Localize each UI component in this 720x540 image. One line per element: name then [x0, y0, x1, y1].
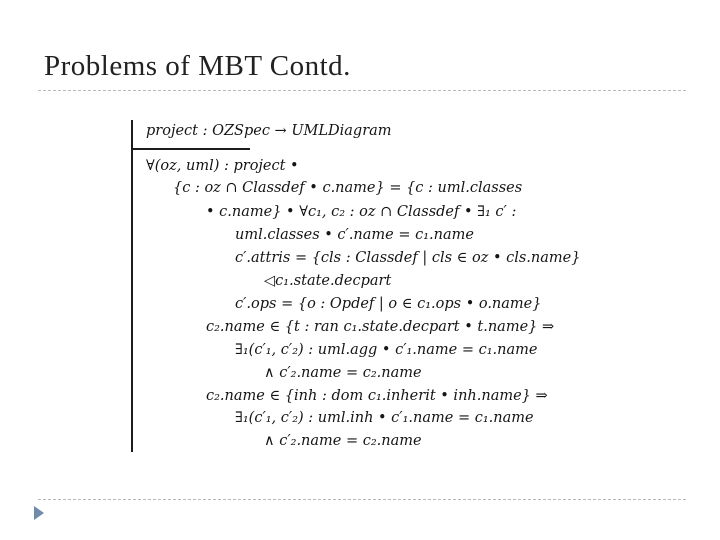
- slide-title: Problems of MBT Contd.: [44, 50, 351, 82]
- triangle-bullet-icon: [34, 506, 44, 520]
- title-divider: [38, 90, 686, 91]
- schema-line: c₂.name ∈ {inh : dom c₁.inherit • inh.name} ⇒: [206, 388, 548, 404]
- schema-vertical-bar: [131, 120, 133, 452]
- schema-line: c′.ops = {o : Opdef | o ∈ c₁.ops • o.name}: [235, 296, 542, 312]
- schema-line: • c.name} • ∀c₁, c₂ : oz ∩ Classdef • ∃₁ c′ :: [206, 204, 517, 220]
- schema-declaration: project : OZSpec → UMLDiagram: [146, 123, 392, 139]
- footer-divider: [38, 499, 686, 500]
- schema-line: uml.classes • c′.name = c₁.name: [235, 227, 474, 243]
- schema-line: ∃₁(c′₁, c′₂) : uml.inh • c′₁.name = c₁.name: [235, 410, 534, 426]
- schema-line: ∃₁(c′₁, c′₂) : uml.agg • c′₁.name = c₁.name: [235, 342, 538, 358]
- schema-line: ∧ c′₂.name = c₂.name: [264, 433, 422, 449]
- schema-line: c′.attris = {cls : Classdef | cls ∈ oz • cls.name}: [235, 250, 581, 266]
- schema-line: ◁c₁.state.decpart: [264, 273, 392, 289]
- schema-horizontal-bar: [131, 148, 250, 150]
- schema-line: c₂.name ∈ {t : ran c₁.state.decpart • t.name} ⇒: [206, 319, 555, 335]
- schema-line: ∧ c′₂.name = c₂.name: [264, 365, 422, 381]
- schema-line: ∀(oz, uml) : project •: [146, 158, 299, 174]
- schema-line: {c : oz ∩ Classdef • c.name} = {c : uml.classes: [173, 180, 523, 196]
